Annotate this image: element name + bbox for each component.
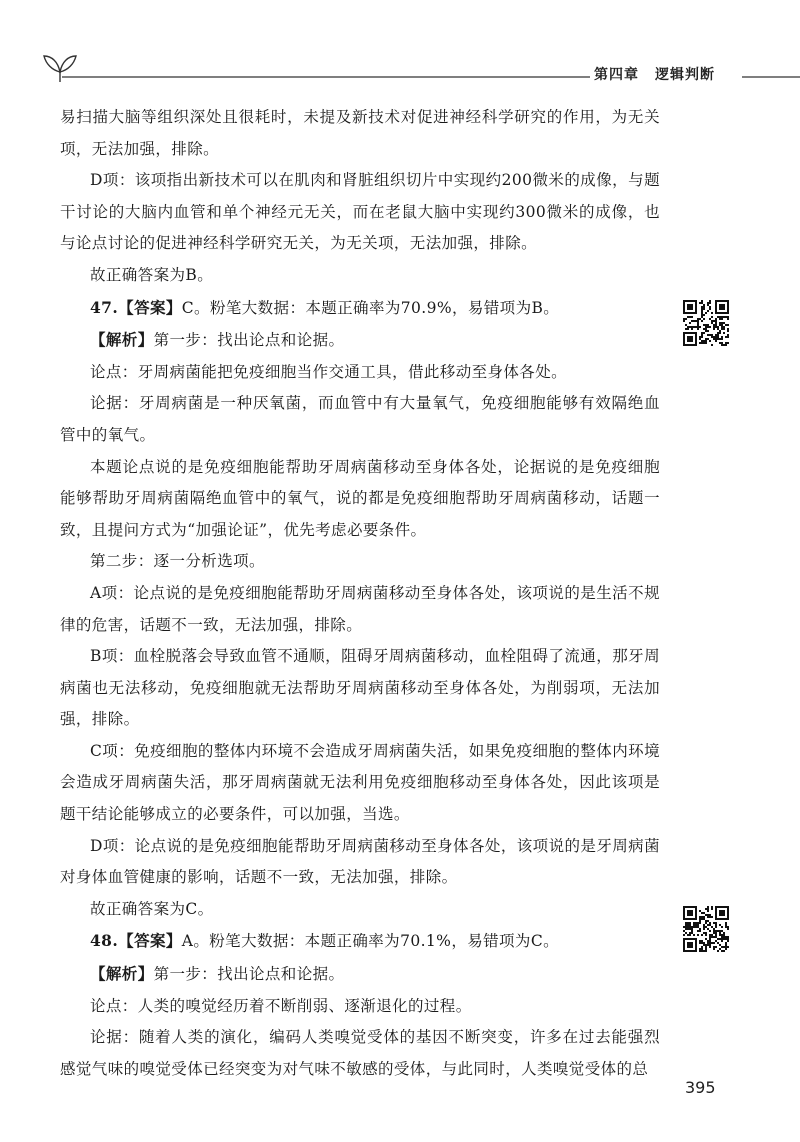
analysis-label: 【解析】 [90,964,154,984]
analysis-paragraph: 【解析】第一步：找出论点和论据。 [90,964,345,984]
page-number: 395 [685,1078,716,1097]
page-header [0,0,800,90]
paragraph: 论点：牙周病菌能把免疫细胞当作交通工具，借此移动至身体各处。 [90,362,568,381]
paragraph: A项：论点说的是免疫细胞能帮助牙周病菌移动至身体各处，该项说的是生活不规律的危害，话题不一致，无法加强，排除。 [60,583,660,634]
paragraph: C项：免疫细胞的整体内环境不会造成牙周病菌失活，如果免疫细胞的整体内环境会造成牙周病菌失活，那牙周病菌就无法利用免疫细胞移动至身体各处，因此该项是题干结论能够成立的必要条件，可以加强，当选。 [60,741,660,824]
paragraph: 第二步：逐一分析选项。 [90,552,265,571]
analysis-label: 【解析】 [90,330,154,350]
paragraph: 论据：随着人类的演化，编码人类嗅觉受体的基因不断突变，许多在过去能强烈感觉气味的嗅觉受体已经突变为对气味不敏感的受体，与此同时，人类嗅觉受体的总 [60,1028,660,1078]
paragraph: 故正确答案为C。 [90,899,214,918]
answer-paragraph-48: 48.【答案】A。粉笔大数据：本题正确率为70.1%，易错项为C。 [90,931,559,951]
paragraph: 论点：人类的嗅觉经历着不断削弱、逐渐退化的过程。 [90,996,472,1015]
chapter-title [592,64,717,84]
paragraph: 本题论点说的是免疫细胞能帮助牙周病菌移动至身体各处，论据说的是免疫细胞能够帮助牙周病菌隔绝血管中的氧气，说的都是免疫细胞帮助牙周病菌移动，话题一致，且提问方式为“加强论证”，优先考虑必要条件。 [60,457,660,539]
chapter-number: 第四章 [594,67,639,83]
answer-label: 47.【答案】 [90,297,182,317]
paragraph: 易扫描大脑等组织深处且很耗时，未提及新技术对促进神经科学研究的作用，为无关项，无法加强，排除。 [60,108,660,158]
paragraph: D项：论点说的是免疫细胞能帮助牙周病菌移动至身体各处，该项说的是牙周病菌对身体血管健康的影响，话题不一致，无法加强，排除。 [60,836,660,887]
answer-paragraph-47: 47.【答案】C。粉笔大数据：本题正确率为70.9%，易错项为B。 [90,297,560,317]
answer-label: 48.【答案】 [90,931,182,951]
paragraph: B项：血栓脱落会导致血管不通顺，阻碍牙周病菌移动，血栓阻碍了流通，那牙周病菌也无法移动，免疫细胞就无法帮助牙周病菌移动至身体各处，为削弱项，无法加强，排除。 [60,647,660,729]
sprout-icon [44,56,76,82]
chapter-name: 逻辑判断 [655,67,715,83]
qr-code-icon[interactable] [683,906,729,952]
analysis-paragraph: 【解析】第一步：找出论点和论据。 [90,330,345,350]
paragraph: 论据：牙周病菌是一种厌氧菌，而血管中有大量氧气，免疫细胞能够有效隔绝血管中的氧气。 [60,394,660,444]
page-body [60,102,660,1085]
paragraph: D项：该项指出新技术可以在肌肉和肾脏组织切片中实现约200微米的成像，与题干讨论的大脑内血管和单个神经元无关，而在老鼠大脑中实现约300微米的成像，也与论点讨论的促进神经科学研究无关，为无关项，无法加强，排除。 [60,171,660,253]
paragraph: 故正确答案为B。 [90,265,214,284]
qr-code-icon[interactable] [683,300,729,346]
